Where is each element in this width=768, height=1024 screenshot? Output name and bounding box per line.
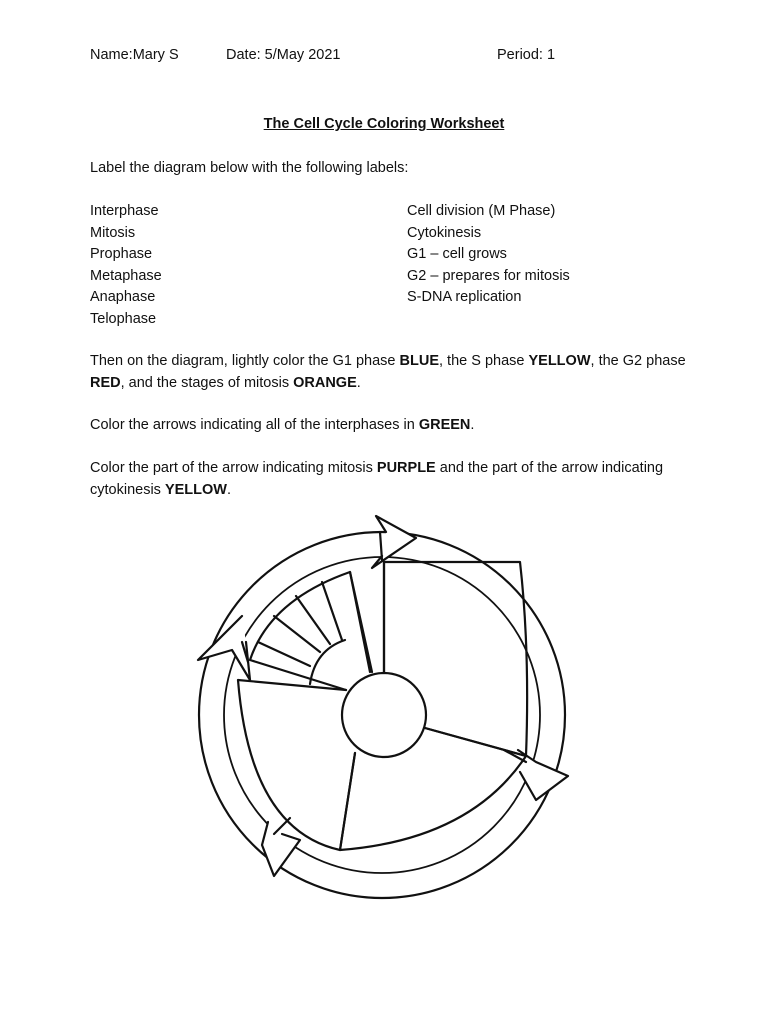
label-item: Telophase [90,310,157,327]
student-name: Name:Mary S [90,47,179,63]
label-item: Interphase [90,203,159,219]
center-nucleus [342,673,426,757]
label-item: Mitosis [90,224,136,241]
labels-right-column [407,201,570,309]
label-item: Metaphase [90,267,162,284]
period-field: Period: 1 [497,47,556,63]
mitosis-divider [350,572,372,672]
coloring-instruction-phases: Then on the diagram, lightly color the G1 phase BLUE, the S phase YELLOW, the G2 phase RED, and the stages of mitosis ORANGE. [90,353,686,391]
label-item: Anaphase [90,289,156,305]
label-item: G1 – cell grows [407,246,507,262]
cell-cycle-diagram [150,500,590,900]
label-item: Cell division (M Phase) [407,203,556,219]
wedge-g2 [384,562,527,756]
label-item: G2 – prepares for mitosis [407,267,570,284]
intro-text: Label the diagram below with the following labels: [90,160,409,176]
wedge-s [238,680,355,850]
labels-left-column [90,201,162,330]
date-field: Date: 5/May 2021 [226,47,341,63]
outer-ring [199,532,565,898]
arrow-head-left [198,616,250,680]
mitosis-fan [250,572,370,690]
label-item: Cytokinesis [407,224,482,241]
worksheet-title: The Cell Cycle Coloring Worksheet [263,116,505,132]
arrow-head-bottom-left [262,822,300,876]
coloring-instruction-mitosis: Color the part of the arrow indicating mitosis PURPLE and the part of the arrow indicating cytokinesis YELLOW. [90,460,664,498]
ring-divider [380,532,382,560]
coloring-instruction-arrows: Color the arrows indicating all of the interphases in GREEN. [90,417,475,433]
label-item: Prophase [90,246,153,262]
mitosis-divider [322,582,342,640]
wedge-g1 [340,728,526,850]
mitosis-arc [310,640,345,684]
label-item: S-DNA replication [407,289,522,305]
mitosis-divider [258,642,310,666]
